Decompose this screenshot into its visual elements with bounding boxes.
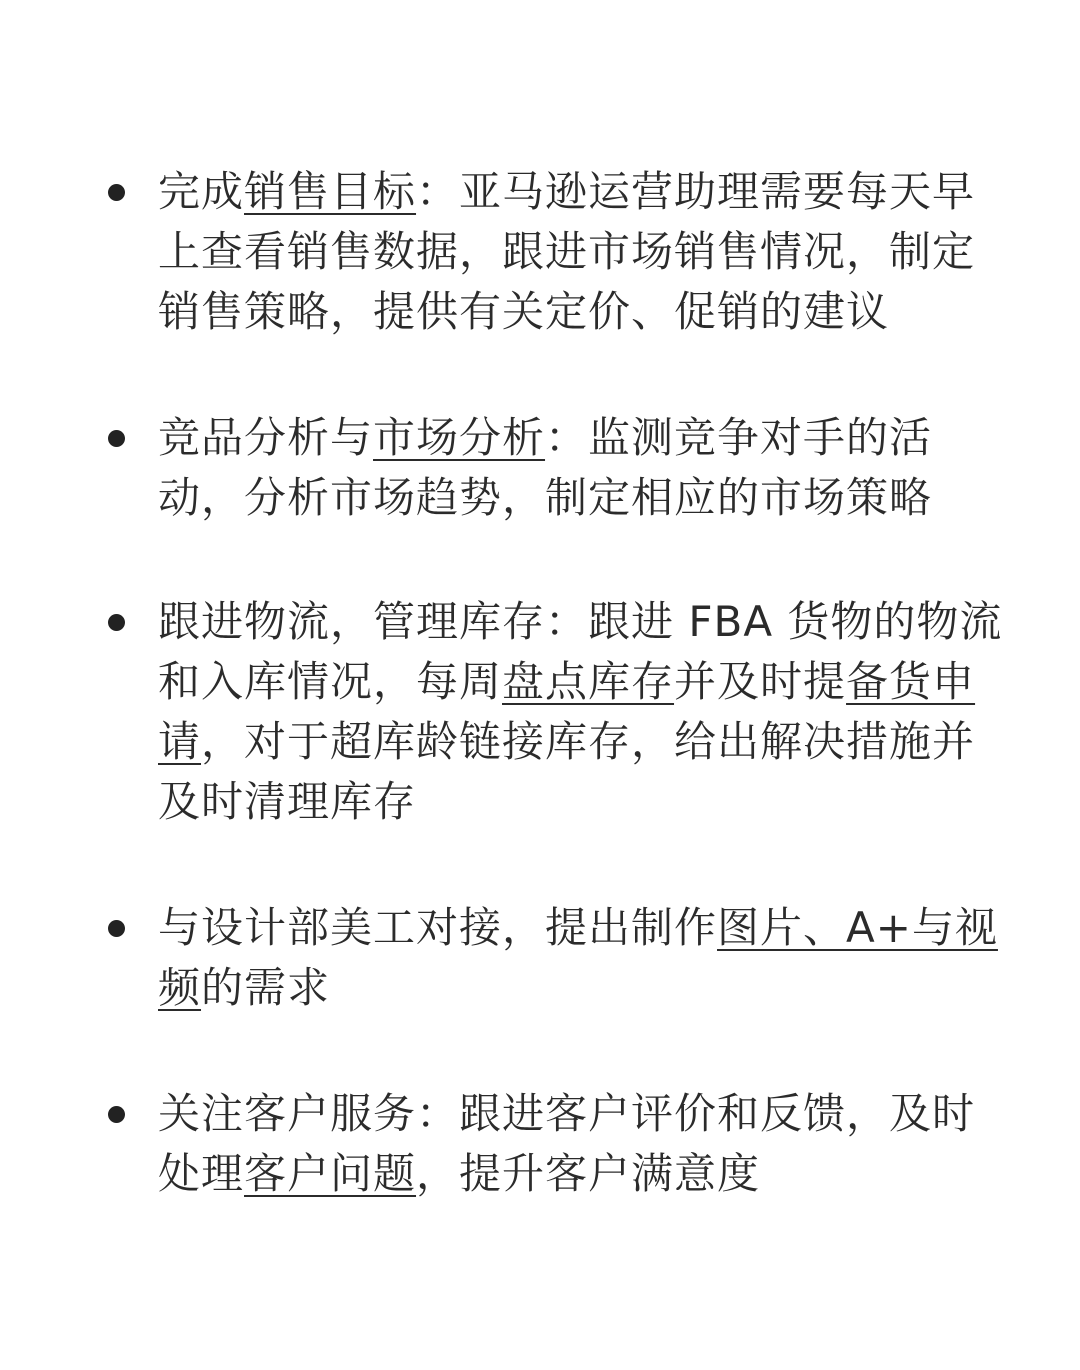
text-segment: 跟进物流，管理库存：跟进 FBA 货物的物流和入库情况，每周	[158, 597, 1003, 706]
text-segment: 竞品分析与	[158, 413, 374, 462]
underlined-term: 盘点库存	[502, 657, 675, 706]
text-segment: ：亚马逊运营助理需要每天早上查看销售数据，跟进市场销售情况，制定销售策略，提供有关定价、促销的建议	[158, 167, 976, 336]
list-item-customer-service	[0, 1084, 1080, 1204]
list-item-logistics-inventory	[0, 592, 1080, 832]
text-segment: ：监测竞争对手的活动，分析市场趋势，制定相应的市场策略	[158, 413, 933, 522]
text-segment: 与设计部美工对接，提出制作	[158, 903, 718, 952]
bullet-list	[0, 162, 1080, 1270]
item-text	[158, 413, 932, 522]
item-text	[158, 1089, 975, 1198]
item-text	[158, 597, 1002, 826]
underlined-term: 备货申请	[158, 657, 976, 766]
item-text	[158, 167, 975, 336]
text-segment: 并及时提	[674, 657, 847, 706]
bullet-dot-icon	[108, 920, 125, 937]
underlined-term: 市场分析	[373, 413, 546, 462]
bullet-dot-icon	[108, 614, 125, 631]
bullet-dot-icon	[108, 184, 125, 201]
underlined-term: 图片、A+与视频	[158, 903, 998, 1012]
list-item-competitor-analysis	[0, 408, 1080, 528]
text-segment: 完成	[158, 167, 245, 216]
text-segment: 的需求	[201, 963, 331, 1012]
item-text	[158, 903, 998, 1012]
underlined-term: 销售目标	[244, 167, 417, 216]
text-segment: 关注客户服务：跟进客户评价和反馈，及时处理	[158, 1089, 976, 1198]
bullet-dot-icon	[108, 430, 125, 447]
list-item-sales-target	[0, 162, 1080, 342]
bullet-dot-icon	[108, 1106, 125, 1123]
text-segment: ，对于超库龄链接库存，给出解决措施并及时清理库存	[158, 717, 976, 826]
text-segment: ，提升客户满意度	[416, 1149, 761, 1198]
underlined-term: 客户问题	[244, 1149, 417, 1198]
list-item-design-coordination	[0, 898, 1080, 1018]
